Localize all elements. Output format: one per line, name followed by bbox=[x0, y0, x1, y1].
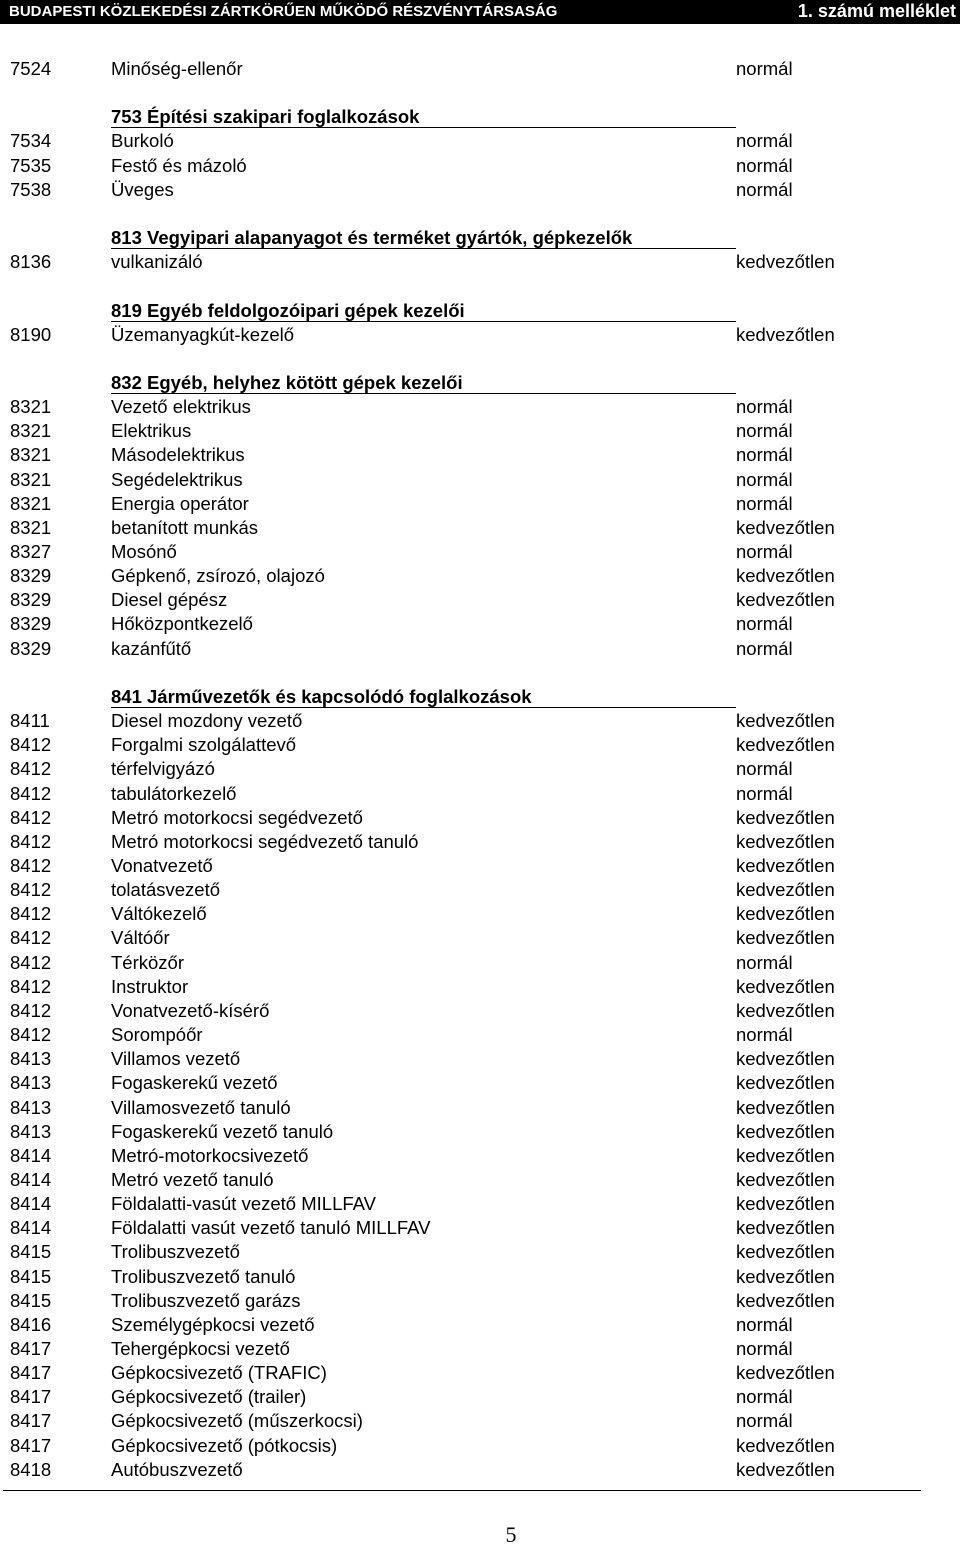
condition-rating: kedvezőtlen bbox=[736, 1217, 835, 1239]
occupation-code: 7524 bbox=[10, 58, 52, 79]
table-row bbox=[0, 1096, 960, 1120]
table-row bbox=[0, 540, 960, 564]
occupation-title: Gépkenő, zsírozó, olajozó bbox=[111, 565, 325, 587]
occupation-code: 8415 bbox=[10, 1241, 52, 1263]
occupation-title: Metró vezető tanuló bbox=[111, 1168, 274, 1190]
occupation-title: kazánfűtő bbox=[111, 637, 192, 659]
footer-rule bbox=[3, 1490, 921, 1491]
organization-name: BUDAPESTI KÖZLEKEDÉSI ZÁRTKÖRŰEN MŰKÖDŐ RÉSZVÉNYTÁRSASÁG bbox=[9, 3, 558, 20]
table-row bbox=[0, 588, 960, 612]
occupation-code: 8414 bbox=[10, 1193, 52, 1214]
occupation-title: Burkoló bbox=[111, 130, 174, 152]
occupation-code: 8417 bbox=[10, 1386, 52, 1408]
table-row bbox=[0, 419, 960, 443]
occupation-title: Fogaskerekű vezető bbox=[111, 1072, 278, 1094]
occupation-title: Vonatvezető-kísérő bbox=[111, 999, 270, 1021]
occupation-code: 8413 bbox=[10, 1048, 52, 1070]
occupation-code: 8417 bbox=[10, 1362, 52, 1384]
occupation-code: 8412 bbox=[10, 806, 52, 828]
occupation-title: Trolibuszvezető tanuló bbox=[111, 1265, 296, 1287]
section-heading bbox=[0, 226, 960, 250]
occupation-code: 8412 bbox=[10, 1024, 52, 1045]
occupation-title: Diesel gépész bbox=[111, 589, 228, 611]
occupation-title: vulkanizáló bbox=[111, 251, 203, 273]
table-row bbox=[0, 854, 960, 878]
condition-rating: kedvezőtlen bbox=[736, 1048, 835, 1070]
condition-rating: kedvezőtlen bbox=[736, 251, 835, 273]
condition-rating: normál bbox=[736, 1024, 793, 1045]
table-row bbox=[0, 902, 960, 926]
occupation-title: Villamosvezető tanuló bbox=[111, 1096, 291, 1118]
table-row bbox=[0, 1458, 960, 1482]
condition-rating: normál bbox=[736, 637, 793, 659]
table-row bbox=[0, 1192, 960, 1216]
condition-rating: normál bbox=[736, 951, 793, 973]
occupation-code: 8411 bbox=[10, 710, 50, 731]
section-heading-title: 841 Járművezetők és kapcsolódó foglalkozások bbox=[111, 685, 736, 708]
condition-rating: kedvezőtlen bbox=[736, 734, 835, 756]
condition-rating: kedvezőtlen bbox=[736, 323, 835, 345]
occupation-title: Váltókezelő bbox=[111, 903, 207, 925]
condition-rating: kedvezőtlen bbox=[736, 999, 835, 1021]
condition-rating: kedvezőtlen bbox=[736, 516, 835, 538]
table-row bbox=[0, 782, 960, 806]
occupation-code: 8412 bbox=[10, 903, 52, 925]
occupation-code: 8329 bbox=[10, 565, 52, 587]
section-heading bbox=[0, 371, 960, 395]
table-row bbox=[0, 1313, 960, 1337]
table-row bbox=[0, 1120, 960, 1144]
occupation-code: 7534 bbox=[10, 130, 52, 152]
table-row bbox=[0, 443, 960, 467]
occupation-code: 8412 bbox=[10, 830, 52, 852]
occupation-title: Instruktor bbox=[111, 975, 189, 997]
occupation-title: Gépkocsivezető (műszerkocsi) bbox=[111, 1410, 363, 1432]
condition-rating: kedvezőtlen bbox=[736, 1458, 835, 1480]
table-row bbox=[0, 57, 960, 81]
condition-rating: normál bbox=[736, 178, 793, 200]
occupation-code: 8412 bbox=[10, 879, 52, 901]
table-row bbox=[0, 1409, 960, 1433]
table-row bbox=[0, 154, 960, 178]
condition-rating: kedvezőtlen bbox=[736, 1072, 835, 1094]
occupation-code: 8412 bbox=[10, 951, 52, 973]
occupation-title: Üveges bbox=[111, 178, 174, 200]
occupation-code: 8414 bbox=[10, 1217, 52, 1239]
occupation-code: 8414 bbox=[10, 1168, 52, 1190]
occupation-code: 8413 bbox=[10, 1072, 52, 1094]
condition-rating: normál bbox=[736, 58, 793, 79]
occupation-code: 8136 bbox=[10, 251, 52, 273]
table-row bbox=[0, 709, 960, 733]
occupation-title: Váltóőr bbox=[111, 927, 170, 949]
condition-rating: kedvezőtlen bbox=[736, 1168, 835, 1190]
occupation-title: Minőség-ellenőr bbox=[111, 58, 243, 79]
condition-rating: kedvezőtlen bbox=[736, 854, 835, 876]
occupation-code: 7538 bbox=[10, 178, 52, 200]
occupation-title: Földalatti-vasút vezető MILLFAV bbox=[111, 1193, 376, 1214]
table-row bbox=[0, 323, 960, 347]
condition-rating: normál bbox=[736, 1313, 793, 1335]
condition-rating: normál bbox=[736, 1410, 793, 1432]
condition-rating: normál bbox=[736, 420, 793, 442]
table-row bbox=[0, 468, 960, 492]
condition-rating: kedvezőtlen bbox=[736, 1265, 835, 1287]
occupation-code: 8190 bbox=[10, 323, 52, 345]
occupation-title: Trolibuszvezető bbox=[111, 1241, 240, 1263]
section-heading bbox=[0, 299, 960, 323]
table-row bbox=[0, 516, 960, 540]
table-row bbox=[0, 878, 960, 902]
occupation-title: Vonatvezető bbox=[111, 854, 213, 876]
occupation-title: térfelvigyázó bbox=[111, 758, 215, 780]
condition-rating: normál bbox=[736, 444, 793, 466]
table-row bbox=[0, 1047, 960, 1071]
occupation-code: 8321 bbox=[10, 444, 52, 466]
table-row bbox=[0, 250, 960, 274]
condition-rating: kedvezőtlen bbox=[736, 1362, 835, 1384]
section-heading-title: 813 Vegyipari alapanyagot és terméket gyártók, gépkezelők bbox=[111, 226, 736, 249]
occupation-code: 7535 bbox=[10, 154, 52, 176]
condition-rating: kedvezőtlen bbox=[736, 927, 835, 949]
occupation-code: 8414 bbox=[10, 1144, 52, 1166]
occupation-code: 8417 bbox=[10, 1337, 52, 1359]
condition-rating: normál bbox=[736, 541, 793, 562]
condition-rating: kedvezőtlen bbox=[736, 710, 835, 731]
table-row bbox=[0, 492, 960, 516]
condition-rating: normál bbox=[736, 396, 793, 418]
occupation-title: Térközőr bbox=[111, 951, 184, 973]
table-row bbox=[0, 830, 960, 854]
occupation-title: Gépkocsivezető (TRAFIC) bbox=[111, 1362, 327, 1384]
condition-rating: kedvezőtlen bbox=[736, 1289, 835, 1311]
section-heading-title: 832 Egyéb, helyhez kötött gépek kezelői bbox=[111, 371, 736, 394]
table-row bbox=[0, 999, 960, 1023]
condition-rating: normál bbox=[736, 613, 793, 635]
table-row bbox=[0, 1240, 960, 1264]
occupation-code: 8329 bbox=[10, 613, 52, 635]
occupation-title: Vezető elektrikus bbox=[111, 396, 251, 418]
occupation-title: Metró motorkocsi segédvezető bbox=[111, 806, 363, 828]
occupation-title: Személygépkocsi vezető bbox=[111, 1313, 315, 1335]
occupation-code: 8415 bbox=[10, 1265, 52, 1287]
table-row bbox=[0, 612, 960, 636]
occupation-code: 8412 bbox=[10, 782, 52, 804]
occupation-title: Gépkocsivezető (pótkocsis) bbox=[111, 1434, 338, 1456]
occupation-title: Metró motorkocsi segédvezető tanuló bbox=[111, 830, 419, 852]
document-header-bar bbox=[0, 0, 960, 24]
occupation-title: Trolibuszvezető garázs bbox=[111, 1289, 301, 1311]
table-row bbox=[0, 1434, 960, 1458]
occupation-title: Hőközpontkezelő bbox=[111, 613, 253, 635]
condition-rating: normál bbox=[736, 154, 793, 176]
occupation-title: Festő és mázoló bbox=[111, 154, 247, 176]
occupation-title: betanított munkás bbox=[111, 516, 259, 538]
table-row bbox=[0, 806, 960, 830]
section-heading-title: 753 Építési szakipari foglalkozások bbox=[111, 105, 736, 128]
occupation-title: Villamos vezető bbox=[111, 1048, 241, 1070]
condition-rating: kedvezőtlen bbox=[736, 1144, 835, 1166]
occupation-code: 8412 bbox=[10, 854, 52, 876]
occupation-title: Elektrikus bbox=[111, 420, 192, 442]
occupation-code: 8329 bbox=[10, 589, 52, 611]
condition-rating: kedvezőtlen bbox=[736, 830, 835, 852]
occupation-title: Üzemanyagkút-kezelő bbox=[111, 323, 295, 345]
occupation-code: 8412 bbox=[10, 975, 52, 997]
occupation-code: 8321 bbox=[10, 420, 52, 442]
table-row bbox=[0, 757, 960, 781]
occupation-code: 8412 bbox=[10, 734, 52, 756]
condition-rating: normál bbox=[736, 782, 793, 804]
occupation-title: Fogaskerekű vezető tanuló bbox=[111, 1120, 334, 1142]
table-row bbox=[0, 1361, 960, 1385]
page-number: 5 bbox=[505, 1522, 517, 1547]
condition-rating: kedvezőtlen bbox=[736, 903, 835, 925]
section-heading bbox=[0, 105, 960, 129]
occupation-code: 8417 bbox=[10, 1410, 52, 1432]
occupation-code: 8412 bbox=[10, 999, 52, 1021]
table-row bbox=[0, 733, 960, 757]
table-row bbox=[0, 178, 960, 202]
occupation-code: 8321 bbox=[10, 468, 52, 490]
table-row bbox=[0, 1289, 960, 1313]
occupation-title: Forgalmi szolgálattevő bbox=[111, 734, 297, 756]
occupation-title: Segédelektrikus bbox=[111, 468, 243, 490]
occupation-code: 8416 bbox=[10, 1313, 52, 1335]
occupation-code: 8415 bbox=[10, 1289, 52, 1311]
table-row bbox=[0, 1216, 960, 1240]
table-row bbox=[0, 1168, 960, 1192]
condition-rating: normál bbox=[736, 1386, 793, 1408]
condition-rating: normál bbox=[736, 468, 793, 490]
occupation-title: Másodelektrikus bbox=[111, 444, 245, 466]
occupation-code: 8327 bbox=[10, 541, 52, 562]
section-heading bbox=[0, 685, 960, 709]
condition-rating: kedvezőtlen bbox=[736, 1241, 835, 1263]
condition-rating: normál bbox=[736, 758, 793, 780]
occupation-code: 8413 bbox=[10, 1096, 52, 1118]
occupation-code: 8413 bbox=[10, 1120, 52, 1142]
occupation-code: 8321 bbox=[10, 396, 52, 418]
occupation-title: Mosónő bbox=[111, 541, 177, 562]
table-row bbox=[0, 951, 960, 975]
occupation-title: tolatásvezető bbox=[111, 879, 221, 901]
condition-rating: kedvezőtlen bbox=[736, 1434, 835, 1456]
condition-rating: kedvezőtlen bbox=[736, 1120, 835, 1142]
condition-rating: normál bbox=[736, 492, 793, 514]
condition-rating: kedvezőtlen bbox=[736, 879, 835, 901]
occupation-title: Energia operátor bbox=[111, 492, 249, 514]
table-row bbox=[0, 1265, 960, 1289]
table-row bbox=[0, 926, 960, 950]
occupation-code: 8321 bbox=[10, 492, 52, 514]
occupation-title: Tehergépkocsi vezető bbox=[111, 1337, 290, 1359]
condition-rating: kedvezőtlen bbox=[736, 589, 835, 611]
condition-rating: normál bbox=[736, 130, 793, 152]
occupation-code: 8418 bbox=[10, 1458, 52, 1480]
condition-rating: kedvezőtlen bbox=[736, 806, 835, 828]
occupation-code: 8329 bbox=[10, 637, 52, 659]
table-row bbox=[0, 1337, 960, 1361]
annex-label: 1. számú melléklet bbox=[797, 1, 956, 21]
occupation-code: 8412 bbox=[10, 927, 52, 949]
table-row bbox=[0, 129, 960, 153]
occupation-title: Autóbuszvezető bbox=[111, 1458, 243, 1480]
table-row bbox=[0, 1385, 960, 1409]
occupation-code: 8417 bbox=[10, 1434, 52, 1456]
condition-rating: kedvezőtlen bbox=[736, 1096, 835, 1118]
condition-rating: normál bbox=[736, 1337, 793, 1359]
occupation-code: 8321 bbox=[10, 516, 52, 538]
condition-rating: kedvezőtlen bbox=[736, 975, 835, 997]
condition-rating: kedvezőtlen bbox=[736, 565, 835, 587]
occupation-title: Sorompóőr bbox=[111, 1024, 203, 1045]
table-row bbox=[0, 1071, 960, 1095]
condition-rating: kedvezőtlen bbox=[736, 1193, 835, 1214]
table-row bbox=[0, 975, 960, 999]
occupation-title: Földalatti vasút vezető tanuló MILLFAV bbox=[111, 1217, 431, 1239]
occupation-code: 8412 bbox=[10, 758, 52, 780]
table-row bbox=[0, 637, 960, 661]
table-row bbox=[0, 1023, 960, 1047]
occupation-title: Gépkocsivezető (trailer) bbox=[111, 1386, 307, 1408]
table-row bbox=[0, 564, 960, 588]
occupation-title: Diesel mozdony vezető bbox=[111, 710, 303, 731]
occupation-title: tabulátorkezelő bbox=[111, 782, 237, 804]
section-heading-title: 819 Egyéb feldolgozóipari gépek kezelői bbox=[111, 299, 736, 322]
table-row bbox=[0, 395, 960, 419]
occupation-title: Metró-motorkocsivezető bbox=[111, 1144, 309, 1166]
table-row bbox=[0, 1144, 960, 1168]
